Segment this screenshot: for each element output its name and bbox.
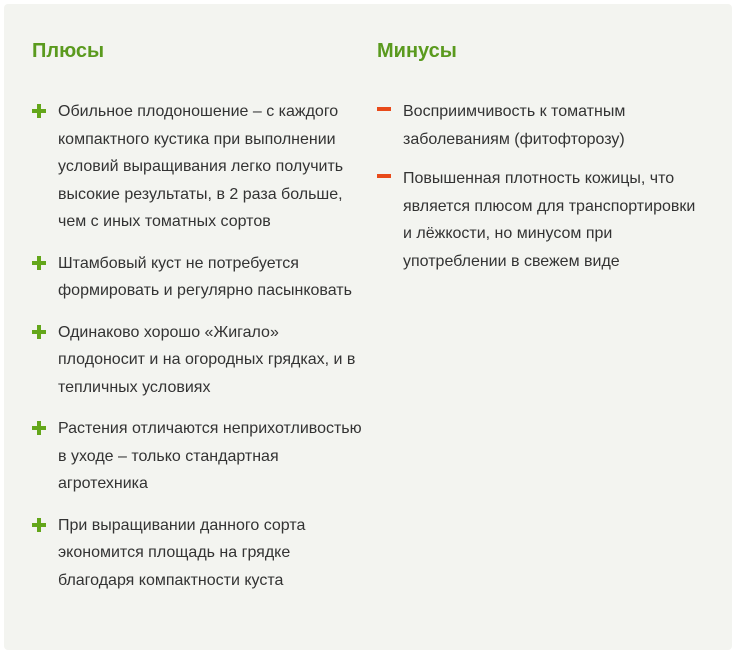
cons-item bbox=[377, 165, 707, 275]
pros-item-text: Растения отличаются неприхотливостью в уходе – только стандартная агротехника bbox=[58, 420, 362, 492]
cons-item-text: Восприимчивость к томатным заболеваниям (фитофторозу) bbox=[403, 103, 626, 148]
plus-icon bbox=[32, 415, 46, 442]
cons-column bbox=[377, 38, 707, 287]
pros-cons-card bbox=[4, 4, 732, 650]
pros-item-text: Штамбовый куст не потребуется формировать и регулярно пасынковать bbox=[58, 254, 352, 299]
pros-item bbox=[32, 319, 362, 402]
pros-item-text: Одинаково хорошо «Жигало» плодоносит и на огородных грядках, и в тепличных условиях bbox=[58, 323, 356, 396]
cons-item bbox=[377, 98, 707, 153]
pros-item-text: При выращивании данного сорта экономится площадь на грядке благодаря компактности куста bbox=[58, 516, 306, 589]
minus-icon bbox=[377, 98, 391, 125]
pros-item-text: Обильное плодоношение – с каждого компактного кустика при выполнении условий выращивания легко получить высокие результаты, в 2 раза больше, чем с иных томатных сортов bbox=[58, 103, 344, 230]
cons-item-text: Повышенная плотность кожицы, что является плюсом для транспортировки и лёжкости, но минусом при употреблении в свежем виде bbox=[403, 170, 696, 270]
cons-heading: Минусы bbox=[377, 40, 457, 62]
pros-heading: Плюсы bbox=[32, 40, 105, 62]
pros-item bbox=[32, 512, 362, 595]
pros-item bbox=[32, 250, 362, 305]
pros-item bbox=[32, 415, 362, 498]
plus-icon bbox=[32, 319, 46, 346]
plus-icon bbox=[32, 98, 46, 125]
pros-list bbox=[32, 98, 362, 594]
pros-column bbox=[32, 38, 362, 608]
minus-icon bbox=[377, 165, 391, 192]
plus-icon bbox=[32, 250, 46, 277]
cons-list bbox=[377, 98, 707, 275]
pros-item bbox=[32, 98, 362, 236]
plus-icon bbox=[32, 512, 46, 539]
